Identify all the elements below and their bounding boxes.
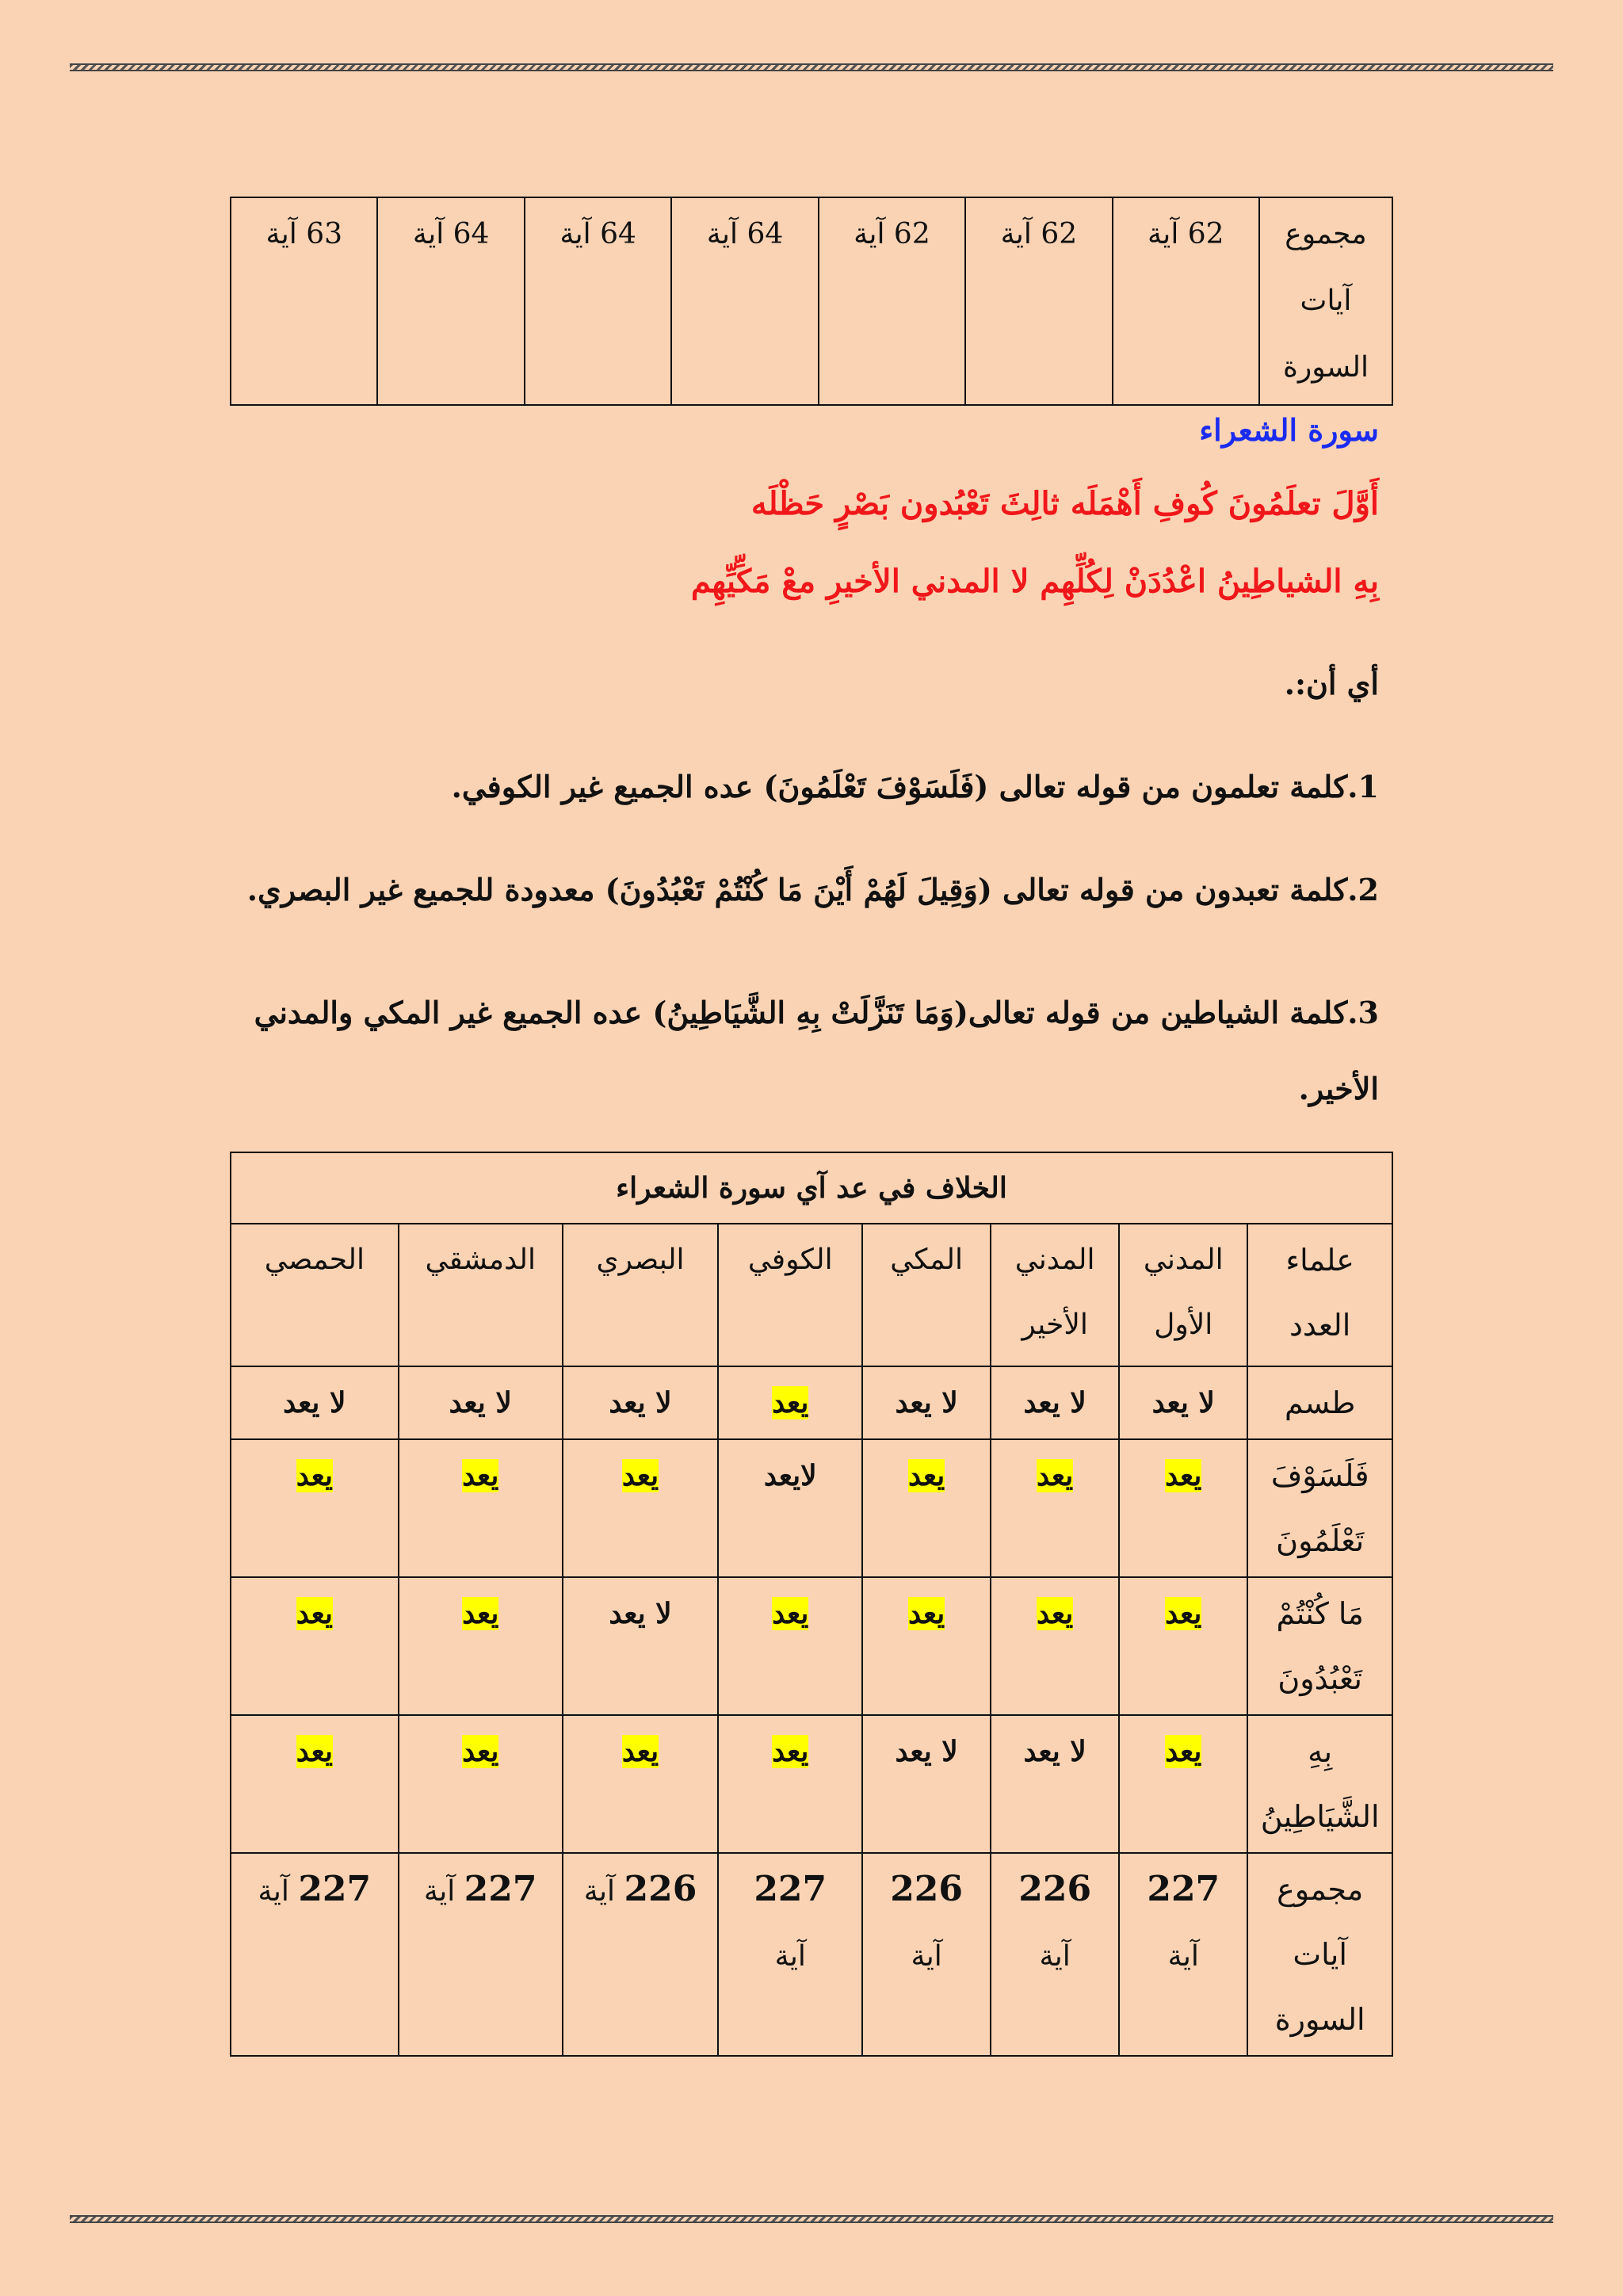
table-cell: يعد xyxy=(231,1715,399,1853)
table-cell: يعد xyxy=(718,1577,862,1715)
table-cell: 227 آية xyxy=(718,1853,862,2056)
table-cell: يعد xyxy=(563,1439,719,1577)
table-cell: يعد xyxy=(231,1439,399,1577)
row-label: طسم xyxy=(1247,1366,1392,1439)
point-2: 2.كلمة تعبدون من قوله تعالى (وَقِيلَ لَهُمْ أَيْنَ مَا كُنْتُمْ تَعْبُدُونَ) معدودة للجميع غير البصري. xyxy=(246,872,1379,907)
table-row xyxy=(231,1577,1392,1715)
table-cell: لا يعد xyxy=(563,1366,719,1439)
point-1: 1.كلمة تعلمون من قوله تعالى (فَلَسَوْفَ تَعْلَمُونَ) عده الجميع غير الكوفي. xyxy=(451,769,1379,804)
table-cell: يعد xyxy=(1119,1715,1247,1853)
row-label: فَلَسَوْفَ تَعْلَمُونَ xyxy=(1247,1439,1392,1577)
table-cell: 64 آية xyxy=(377,197,524,405)
table-cell: لا يعد xyxy=(399,1366,563,1439)
table-cell: يعد xyxy=(399,1715,563,1853)
column-header: الكوفي xyxy=(718,1224,862,1366)
table-cell: 62 آية xyxy=(1113,197,1259,405)
table-header-row xyxy=(231,1224,1392,1366)
table-row xyxy=(231,1715,1392,1853)
row-label: مجموع آيات السورة xyxy=(1247,1853,1392,2056)
verse-count-table-top xyxy=(230,197,1393,406)
table-cell: 226 آية xyxy=(862,1853,991,2056)
table-cell: يعد xyxy=(718,1715,862,1853)
table-cell: يعد xyxy=(718,1366,862,1439)
verse-difference-table xyxy=(230,1152,1393,2057)
table-row xyxy=(231,1439,1392,1577)
table-cell: لا يعد xyxy=(1119,1366,1247,1439)
table-cell: 227 آية xyxy=(1119,1853,1247,2056)
table-cell: 226 آية xyxy=(991,1853,1119,2056)
table-cell: 63 آية xyxy=(231,197,377,405)
table-cell: 226 آية xyxy=(563,1853,719,2056)
table-row xyxy=(231,1366,1392,1439)
table-cell: 64 آية xyxy=(525,197,671,405)
column-header: المكي xyxy=(862,1224,991,1366)
table-cell: 62 آية xyxy=(965,197,1112,405)
table-cell: 227 آية xyxy=(231,1853,399,2056)
intro-text: أي أن:. xyxy=(1284,666,1379,701)
poem-line-1: أَوَّلَ تعلَمُونَ كُوفِ أَهْمَلَه ثالِثَ تَعْبُدون بَصْرٍ حَظْلَه xyxy=(750,485,1379,522)
table-cell: يعد xyxy=(991,1439,1119,1577)
table-cell: لا يعد xyxy=(991,1366,1119,1439)
table-cell: لا يعد xyxy=(231,1366,399,1439)
table-cell: 227 آية xyxy=(399,1853,563,2056)
table-cell: يعد xyxy=(862,1439,991,1577)
poem-line-2: بِهِ الشياطِينُ اعْدُدَنْ لِكُلِّهِم لا المدني الأخيرِ معْ مَكِّيِّهِم xyxy=(690,563,1379,600)
column-header: البصري xyxy=(563,1224,719,1366)
table-cell: 62 آية xyxy=(819,197,965,405)
column-header: الحمصي xyxy=(231,1224,399,1366)
row-label: مَا كُنْتُمْ تَعْبُدُونَ xyxy=(1247,1577,1392,1715)
table-row-label: مجموع آيات السورة xyxy=(1259,197,1392,405)
table-cell: 64 آية xyxy=(671,197,818,405)
table-cell: لا يعد xyxy=(862,1715,991,1853)
table-cell: يعد xyxy=(1119,1439,1247,1577)
column-header: الدمشقي xyxy=(399,1224,563,1366)
table-cell: يعد xyxy=(991,1577,1119,1715)
table-cell: لا يعد xyxy=(563,1577,719,1715)
table-cell: يعد xyxy=(399,1439,563,1577)
row-label: بِهِ الشَّيَاطِينُ xyxy=(1247,1715,1392,1853)
table-cell: يعد xyxy=(399,1577,563,1715)
table-cell: يعد xyxy=(563,1715,719,1853)
column-header: المدني الأول xyxy=(1119,1224,1247,1366)
top-decorative-border xyxy=(70,63,1553,71)
point-3: 3.كلمة الشياطين من قوله تعالى(وَمَا تَنَزَّلَتْ بِهِ الشَّيَاطِينُ) عده الجميع غير المكي والمدني الأخير. xyxy=(254,995,1379,1106)
table-cell: لا يعد xyxy=(991,1715,1119,1853)
table-cell: يعد xyxy=(231,1577,399,1715)
table-cell: يعد xyxy=(1119,1577,1247,1715)
column-header: المدني الأخير xyxy=(991,1224,1119,1366)
table-title: الخلاف في عد آي سورة الشعراء xyxy=(231,1152,1392,1224)
bottom-decorative-border xyxy=(70,2215,1553,2223)
column-header: علماء العدد xyxy=(1247,1224,1392,1366)
surah-heading: سورة الشعراء xyxy=(1199,412,1379,448)
table-cell: يعد xyxy=(862,1577,991,1715)
table-cell: لايعد xyxy=(718,1439,862,1577)
table-cell: لا يعد xyxy=(862,1366,991,1439)
table-sum-row xyxy=(231,1853,1392,2056)
